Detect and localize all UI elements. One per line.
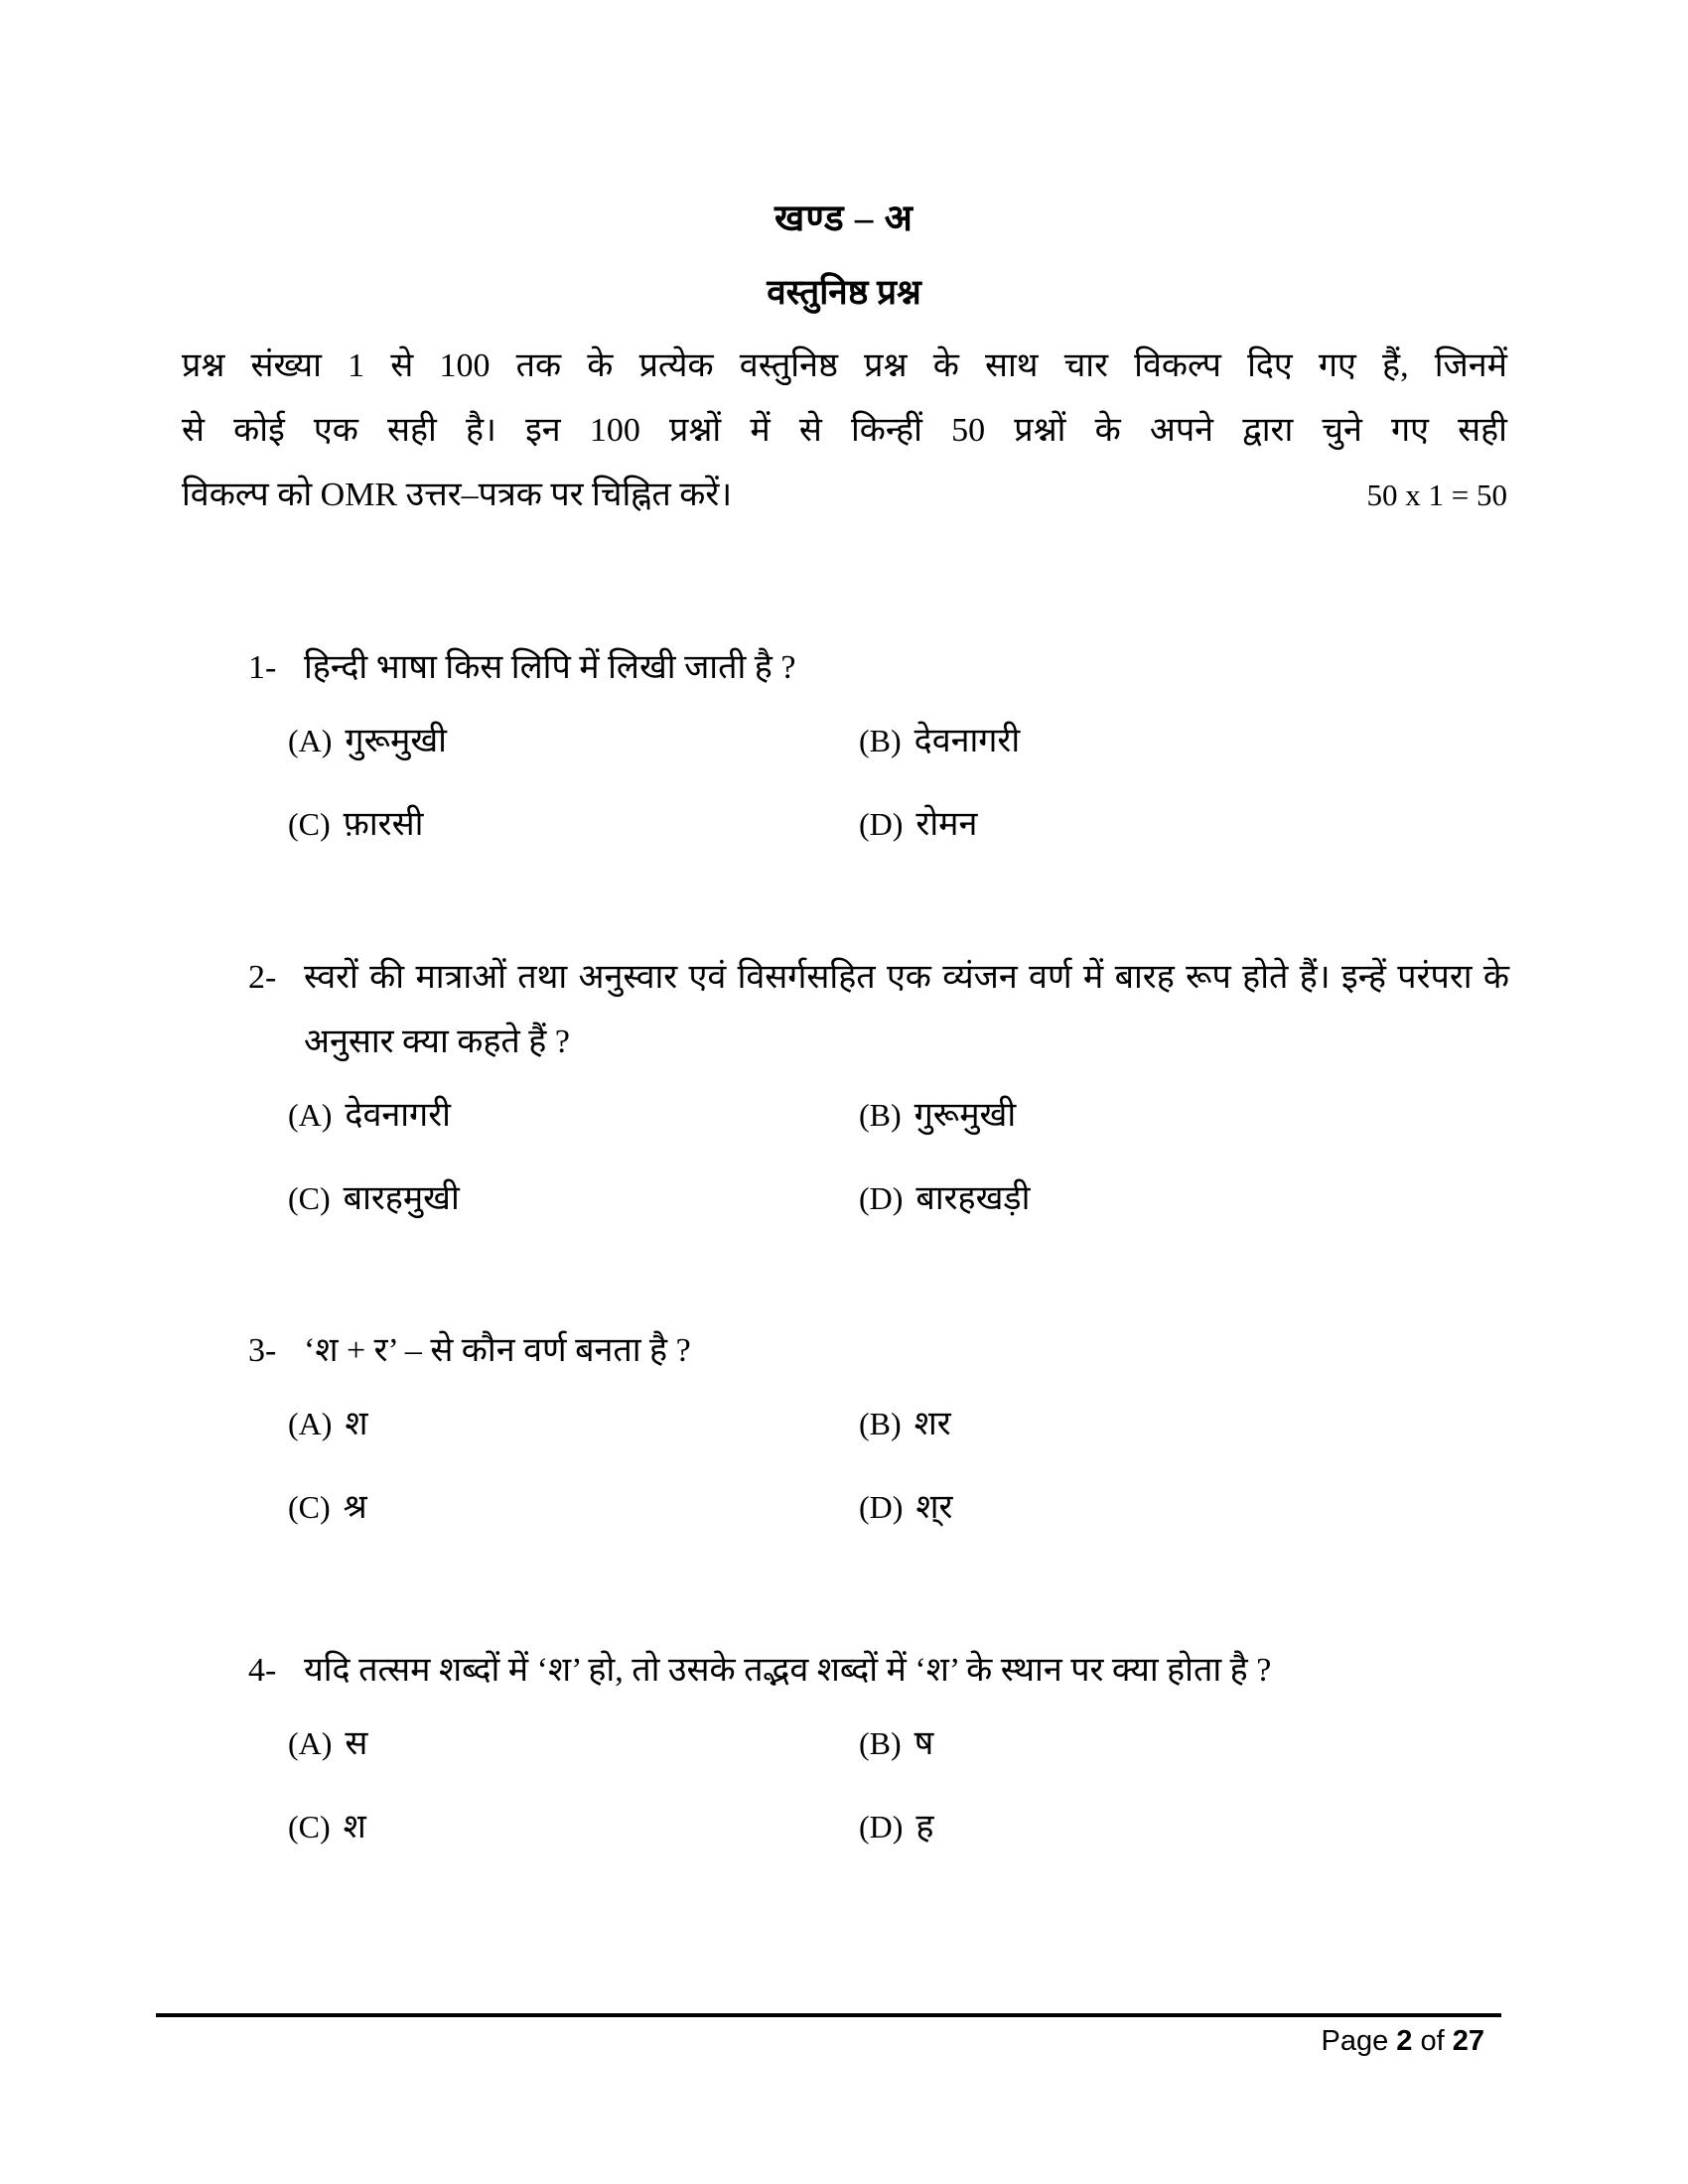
option-label: (D) (859, 1180, 904, 1216)
question-3-option-a (288, 1401, 859, 1447)
option-text: शर (914, 1406, 951, 1442)
option-text: ष (914, 1725, 934, 1762)
question-4-options (288, 1720, 1509, 1850)
marks-scheme: 50 x 1 = 50 (1366, 478, 1507, 512)
option-text: श्र (343, 1489, 367, 1526)
option-label: (D) (859, 1809, 904, 1844)
footer-page-indicator (156, 2025, 1484, 2058)
option-label: (B) (859, 1725, 902, 1761)
question-1-option-c (288, 801, 859, 848)
option-text: श्‌र (915, 1489, 953, 1526)
option-label: (B) (859, 1097, 902, 1133)
option-text: श (343, 1809, 366, 1845)
instruction-line-3-text: विकल्प को OMR उत्तर–पत्रक पर चिह्नित करें। (182, 477, 733, 513)
question-1-row (248, 635, 1509, 700)
option-label: (D) (859, 806, 904, 842)
question-3-row (248, 1318, 1509, 1383)
question-2-option-a (288, 1092, 859, 1139)
option-text: देवनागरी (914, 723, 1021, 759)
question-2-text: स्वरों की मात्राओं तथा अनुस्वार एवं विसर्गसहित एक व्यंजन वर्ण में बारह रूप होते हैं। इन्हें परंपरा के अनुसार क्या कहते हैं ? (304, 959, 1509, 1060)
question-3-number: 3- (248, 1332, 277, 1369)
question-3 (248, 1318, 1509, 1531)
option-text: बारहमुखी (343, 1180, 460, 1217)
question-2-number: 2- (248, 959, 277, 996)
option-label: (C) (288, 1180, 331, 1216)
option-text: श (345, 1406, 368, 1442)
question-4-option-b (859, 1720, 1509, 1767)
option-label: (A) (288, 1725, 333, 1761)
instruction-line-2: से कोई एक सही है। इन 100 प्रश्नों में से किन्हीं 50 प्रश्नों के अपने द्वारा चुने गए सही (182, 412, 1507, 449)
question-3-options (288, 1401, 1509, 1531)
question-4-number: 4- (248, 1652, 277, 1689)
question-4 (248, 1638, 1509, 1850)
option-text: गुरूमुखी (914, 1097, 1017, 1134)
option-text: रोमन (915, 806, 978, 843)
question-4-option-c (288, 1804, 859, 1850)
option-label: (D) (859, 1489, 904, 1525)
question-2-options (288, 1092, 1509, 1222)
question-3-option-b (859, 1401, 1509, 1447)
option-label: (C) (288, 1809, 331, 1844)
question-3-option-c (288, 1484, 859, 1531)
question-4-text: यदि तत्सम शब्दों में ‘श’ हो, तो उसके तद्भव शब्दों में ‘श’ के स्थान पर क्या होता है ? (304, 1652, 1272, 1689)
question-4-row (248, 1638, 1509, 1703)
option-label: (A) (288, 1406, 333, 1441)
option-label: (C) (288, 806, 331, 842)
question-1-option-a (288, 718, 859, 764)
question-2-option-c (288, 1175, 859, 1222)
option-text: स (345, 1725, 368, 1762)
footer-prefix: Page (1321, 2025, 1397, 2057)
option-text: बारहखड़ी (915, 1180, 1031, 1217)
question-2-option-b (859, 1092, 1509, 1139)
question-1-text: हिन्दी भाषा किस लिपि में लिखी जाती है ? (304, 649, 796, 686)
instructions-paragraph (182, 334, 1507, 527)
footer-total-pages: 27 (1452, 2025, 1484, 2057)
instruction-line-3 (182, 463, 1507, 527)
question-2-row (248, 945, 1509, 1074)
question-4-option-a (288, 1720, 859, 1767)
option-text: गुरूमुखी (345, 723, 447, 759)
question-1 (248, 635, 1509, 848)
question-1-options (288, 718, 1509, 848)
option-label: (A) (288, 723, 333, 758)
question-2-option-d (859, 1175, 1509, 1222)
question-4-option-d (859, 1804, 1509, 1850)
option-label: (C) (288, 1489, 331, 1525)
option-label: (A) (288, 1097, 333, 1133)
option-text: देवनागरी (345, 1097, 451, 1134)
option-label: (B) (859, 723, 902, 758)
section-subtitle: वस्तुनिष्ठ प्रश्न (767, 273, 921, 312)
footer-middle: of (1412, 2025, 1453, 2057)
instruction-line-1: प्रश्न संख्या 1 से 100 तक के प्रत्येक वस्तुनिष्ठ प्रश्न के साथ चार विकल्प दिए गए हैं, जिनमें (182, 347, 1507, 384)
option-text: फ़ारसी (343, 806, 424, 843)
question-3-option-d (859, 1484, 1509, 1531)
option-text: ह (915, 1809, 934, 1845)
section-title: खण्ड – अ (774, 199, 914, 239)
question-1-option-b (859, 718, 1509, 764)
question-3-text: ‘श + र’ – से कौन वर्ण बनता है ? (304, 1332, 691, 1369)
question-1-number: 1- (248, 649, 277, 686)
option-label: (B) (859, 1406, 902, 1441)
footer-page-number: 2 (1396, 2025, 1413, 2057)
footer-divider (156, 2013, 1501, 2017)
question-2 (248, 945, 1509, 1222)
question-1-option-d (859, 801, 1509, 848)
